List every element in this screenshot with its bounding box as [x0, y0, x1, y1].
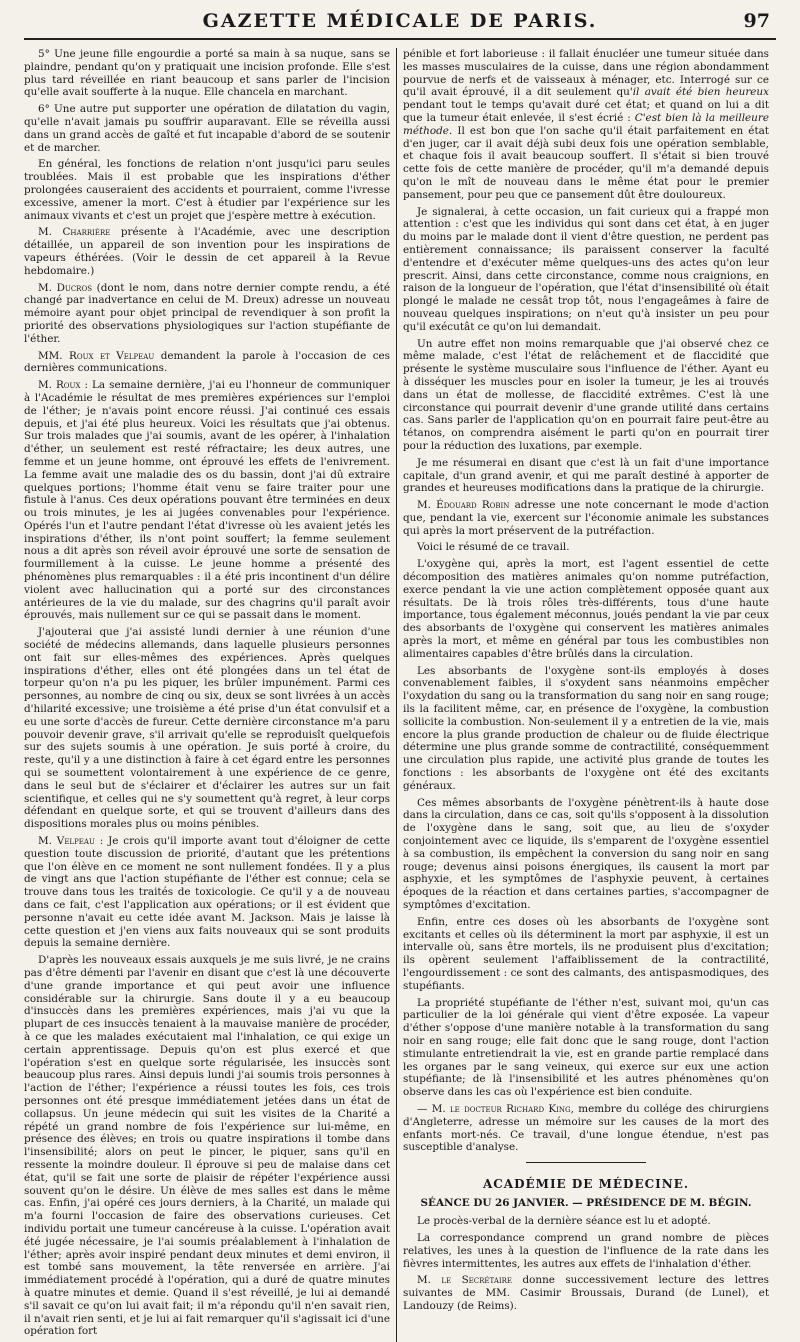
paragraph: 6° Une autre put supporter une opération de dilatation du vagin, qu'elle n'avait jamais pu souffrir auparavant. Elle se réveilla aussi dans un grand accès de gaîté et fut incapable d'abord de se soutenir et de marcher.	[24, 103, 390, 154]
paragraph: La propriété stupéfiante de l'éther n'est, suivant moi, qu'un cas particulier de la loi générale qui vient d'être exposée. La vapeur d'éther s'oppose d'une manière notable à la transformation du sang noir en sang rouge; elle fait donc que le sang rouge, dont l'action stimulante entretiendrait la vie, est en grande partie remplacé dans les organes par le sang veineux, qui exerce sur eux une action stupéfiante; de là l'insensibilité et les autres phénomènes qu'on observe dans les cas où l'expérience est bien conduite.	[403, 996, 769, 1099]
paragraph	[403, 1274, 769, 1312]
paragraph: Ces mêmes absorbants de l'oxygène pénètrent-ils à haute dose dans la circulation, dans ce cas, soit qu'ils s'opposent à la dissolution de l'oxygène dans le sang, soit que, au lieu de s'oxyder conjointement avec ce liquide, ils s'emparent de l'oxygène essentiel à sa combustion, ils empêchent la conversion du sang noir en sang rouge; devenus ainsi poisons énergiques, ils causent la mort par asphyxie, et les symptômes de l'asphyxie peuvent, à certaines époques de la réaction et dans certaines parties, s'accompagner de symptômes d'excitation.	[403, 796, 769, 911]
speaker-name: — M. le docteur Richard King	[417, 1102, 571, 1115]
paragraph-text: , membre du collége des chirurgiens d'Angleterre, adresse un mémoire sur les causes de la mort des enfants mort-nés. Ce travail, d'une longue étendue, n'est pas susceptible d'analyse.	[403, 1102, 770, 1154]
section-title: ACADÉMIE DE MÉDECINE.	[482, 1177, 690, 1192]
paragraph: Un autre effet non moins remarquable que j'ai observé chez ce même malade, c'est l'état de relâchement et de flaccidité que présente le système musculaire sous l'influence de l'éther. Ayant eu à disséquer les muscles pour en isoler la tumeur, je les ai trouvés dans un état de mollesse, de flaccidité extrêmes. C'est là une circonstance qui pourrait devenir d'une grande utilité dans certains cas. Sans parler de l'application qu'on en pourrait faire peut-être au tétanos, on comprendra aisément le parti qu'on en pourrait tirer pour la réduction des luxations, par exemple.	[403, 337, 769, 452]
paragraph-text: : La semaine dernière, j'ai eu l'honneur de communiquer à l'Académie le résultat de mes premières expériences sur l'emploi de l'éther; je n'avais point encore réussi. J'ai continué ces essais depuis, et j'ai été plus heureux. Voici les résultats que j'ai obtenus. Sur trois malades que j'ai soumis, avant de les opérer, à l'inhalation d'éther, un seulement est resté réfractaire; les deux autres, une femme et un jeune homme, ont éprouvé les effets de l'enivrement. La femme avait une maladie des os du bassin, dont j'ai dû extraire quelques portions; l'homme était venu se faire traiter pour une fistule à l'anus. Ces deux opérations pouvant être terminées en deux ou trois minutes, je les ai jugées convenables pour l'expérience. Opérés l'un et l'autre pendant l'état d'ivresse où les avaient jetés les inspirations d'éther, ils n'ont point souffert; la femme seulement nous a dit après son réveil avoir éprouvé une sorte de sensation de fourmillement à la cuisse. Le jeune homme a présenté des phénomènes plus remarquables : il a été pris incontinent d'un délire violent avec hallucination qui a porté sur des circonstances antérieures de la vie du malade, sur des chagrins qu'il paraît avoir éprouvés, mais nullement sur ce qui se passait dans le moment.	[24, 379, 390, 622]
paragraph: D'après les nouveaux essais auxquels je me suis livré, je ne crains pas d'être démenti par l'avenir en disant que c'est là une découverte d'une grande importance et qui peut avoir une influence considérable sur la chirurgie. Sans doute il y a eu beaucoup d'insuccès dans les premières expériences, mais j'ai vu que la plupart de ces insuccès tenaient à la mauvaise manière de procéder, à ce que les malades exécutaient mal l'inhalation, ce qui exige un certain apprentissage. Depuis qu'on est plus exercé et que l'opération s'est en quelque sorte régularisée, les insuccès sont beaucoup plus rares. Ainsi depuis lundi j'ai soumis trois personnes à l'action de l'éther; l'expérience a réussi toutes les fois, ces trois personnes ont été presque immédiatement jetées dans un état de collapsus. Un jeune médecin qui suit les visites de la Charité a répété un grand nombre de fois l'expérience sur lui-même, en présence des élèves; en trois ou quatre inspirations il tombe dans l'insensibilité; alors on peut le pincer, le piquer, sans qu'il en ressente la moindre douleur. Il éprouve si peu de malaise dans cet état, qu'il se fait une sorte de plaisir de répéter l'expérience aussi souvent qu'on le désire. Un élève de mes salles est dans le même cas. Enfin, j'ai opéré ces jours derniers, à la Charité, un malade qui m'a fourni l'occasion de faire des observations curieuses. Cet individu portait une tumeur cancéreuse à la cuisse. L'opération avait été jugée nécessaire, je l'ai soumis préalablement à l'inhalation de l'éther; après avoir inspiré pendant deux minutes et demi environ, il est tombé sans mouvement, la tête renversée en arrière. J'ai immédiatement procédé à l'opération, qui a duré de quatre minutes à quatre minutes et demie. Quand il s'est réveillé, je lui ai demandé s'il savait ce qu'on lui avait fait; il m'a répondu qu'il n'en savait rien, il n'avait rien senti, et je lui ai fait remarquer qu'il s'agissait ici d'une opération fort	[24, 954, 390, 1338]
text-columns	[24, 48, 776, 1342]
right-column	[397, 48, 769, 1342]
paragraph: Je signalerai, à cette occasion, un fait curieux qui a frappé mon attention : c'est que les individus qui sont dans cet état, à en juger du moins par le malade dont il vient d'être question, ne perdent pas entièrement connaissance; ils paraissent conserver la faculté d'entendre et d'exécuter même quelques-uns des actes qu'on leur prescrit. Ainsi, dans cette circonstance, comme nous craignions, en raison de la longueur de l'opération, que l'état d'insensibilité où était plongé le malade ne cessât trop tôt, nous l'engageâmes à faire de nouveau quelques inspirations; on n'eut qu'à insister un peu pour qu'il exécutât ce qu'on lui demandait.	[403, 205, 769, 333]
page-header	[24, 8, 776, 40]
speaker-name: M. Velpeau	[38, 835, 95, 848]
paragraph	[24, 835, 390, 950]
page-number: 97	[743, 10, 770, 32]
paragraph	[24, 226, 390, 277]
speaker-name: M. Ducros	[38, 281, 92, 294]
journal-title: GAZETTE MÉDICALE DE PARIS.	[202, 10, 598, 32]
paragraph-text: pendant tout le temps qu'avait duré cet état; et quand on lui a dit que la tumeur était enlevée, il s'est écrié :	[403, 99, 769, 124]
paragraph: Enfin, entre ces doses où les absorbants de l'oxygène sont excitants et celles où ils déterminent la mort par asphyxie, il est un intervalle où, sans être mortels, ils ne produisent plus d'excitation; ils opèrent seulement l'affaiblissement de la contractilité, l'engourdissement : ce sont des calmants, des antispasmodiques, des stupéfiants.	[403, 915, 769, 992]
paragraph	[24, 282, 390, 346]
paragraph-text: pénible et fort laborieuse : il fallait énucléer une tumeur située dans les masses musculaires de la cuisse, dans une région abondamment pourvue de nerfs et de vaisseaux à ménager, etc. Interrogé sur ce qu'il avait éprouvé, il a dit seulement qu'	[403, 48, 769, 99]
paragraph: Voici le résumé de ce travail.	[417, 541, 570, 554]
quote: il avait été bien heureux	[632, 86, 769, 99]
paragraph-text: demandent la parole à l'occasion de ces dernières communications.	[24, 349, 390, 375]
speaker-name: M. Édouard Robin	[417, 499, 510, 512]
section-rule	[526, 1162, 646, 1163]
paragraph: L'oxygène qui, après la mort, est l'agent essentiel de cette décomposition des matières animales qu'on nomme putréfaction, exerce pendant la vie une action complètement opposée quant aux résultats. De là trois rôles très-différents, tous d'une haute importance, tous également méconnus, joués pendant la vie par ceux des absorbants de l'oxygène qui conservent les matières animales après la mort, et même en général par tous les combustibles non alimentaires capables d'être brûlés dans la circulation.	[403, 558, 769, 660]
session-heading: SÉANCE DU 26 JANVIER. — PRÉSIDENCE DE M. BÉGIN.	[420, 1197, 752, 1210]
paragraph: J'ajouterai que j'ai assisté lundi dernier à une réunion d'une société de médecins allemands, dans laquelle plusieurs personnes ont fait sur elles-mêmes des expériences. Après quelques inspirations d'éther, elles ont été plongées dans un tel état de torpeur qu'on n'a pu les piquer, les brûler impunément. Parmi ces personnes, au nombre de cinq ou six, deux se sont livrées à un accès d'hilarité excessive; une troisième a été prise d'un état convulsif et a eu une sorte d'accès de fureur. Cette dernière circonstance m'a paru pouvoir devenir grave, s'il arrivait qu'elle se reproduisît quelquefois sur des sujets soumis à une opération. Je suis porté à croire, du reste, qu'il y a une distinction à faire à cet égard entre les personnes qui se soumettent volontairement à une expérience de ce genre, dans le seul but de s'éclairer et d'éclairer les autres sur un fait scientifique, et celles qui ne s'y soumettent qu'à regret, à leur corps défendant en quelque sorte, et qui se trouvent d'ailleurs dans des dispositions morales plus ou moins pénibles.	[24, 626, 390, 831]
paragraph	[403, 48, 769, 202]
paragraph-text: adresse une note concernant le mode d'action que, pendant la vie, exercent sur l'économie animale les substances qui après la mort préservent de la putréfaction.	[403, 499, 769, 537]
left-column	[24, 48, 396, 1342]
paragraph-text: Il est bon que l'on sache qu'il était parfaitement en état d'en juger, car il avait déjà subi deux fois une opération semblable, et chaque fois il avait beaucoup souffert. Il s'était si bien trouvé cette fois de cette manière de procéder, qu'il m'a demandé depuis qu'on le mît de nouveau dans le même état pour le premier pansement, pour peu que ce pansement dût être douloureux.	[403, 124, 769, 201]
paragraph: 5° Une jeune fille engourdie a porté sa main à sa nuque, sans se plaindre, pendant qu'on y pratiquait une incision profonde. Elle s'est plus tard réveillée en riant beaucoup et sans parler de l'incision qu'elle avait soufferte à la nuque. Elle chancela en marchant.	[24, 48, 390, 99]
paragraph-text: : Je crois qu'il importe avant tout d'éloigner de cette question toute discussion de priorité, d'autant que les prétentions que l'on élève en ce moment ne sont nullement fondées. Il y a plus de vingt ans que l'action stupéfiante de l'éther est connue; cela se trouve dans tous les traités de toxicologie. Ce qu'il y a de nouveau dans ce fait, c'est l'application aux opérations; or il est évident que personne n'avait eu cette idée avant M. Jackson. Mais je laisse là cette question et j'en viens aux faits nouveaux qui se sont produits depuis la semaine dernière.	[24, 835, 390, 950]
paragraph-text: (dont le nom, dans notre dernier compte rendu, a été changé par inadvertance en celui de M. Dreux) adresse un nouveau mémoire ayant pour objet principal de revendiquer à son profit la priorité des observations physiologiques sur l'action stupéfiante de l'éther.	[24, 281, 390, 345]
paragraph-text: donne successivement lecture des lettres suivantes de MM. Casimir Broussais, Durand (de Lunel), et Landouzy (de Reims).	[403, 1274, 770, 1312]
paragraph: Je me résumerai en disant que c'est là un fait d'une importance capitale, d'un grand avenir, et qui me paraît destiné à apporter de grandes et heureuses modifications dans la pratique de la chirurgie.	[403, 456, 769, 495]
paragraph	[403, 1103, 769, 1154]
speaker-name: M. Roux	[38, 379, 81, 392]
paragraph	[24, 350, 390, 376]
speaker-name: MM. Roux et Velpeau	[38, 349, 155, 362]
paragraph: En général, les fonctions de relation n'ont jusqu'ici paru seules troublées. Mais il est probable que les inspirations d'éther prolongées causeraient des accidents et pourraient, comme l'ivresse excessive, amener la mort. C'est à étudier par l'expérience sur les animaux vivants et c'est un projet que j'espère mettre à exécution.	[24, 158, 390, 222]
paragraph: Les absorbants de l'oxygène sont-ils employés à doses convenablement faibles, il s'oxydent sans néanmoins empêcher l'oxydation du sang ou la transformation du sang noir en sang rouge; ils la facilitent même, car, en présence de l'oxygène, la combustion sollicite la combustion. Non-seulement il y a entretien de la vie, mais encore la plus grande production de chaleur ou de fluide électrique détermine une plus grande somme de contractilité, conséquemment une circulation plus rapide, une activité plus grande de toutes les fonctions : les absorbants de l'oxygène ont été des excitants généraux.	[403, 664, 769, 792]
speaker-name: M. Charrière	[38, 226, 111, 239]
paragraph-text: présente à l'Académie, avec une description détaillée, un appareil de son invention pour les inspirations de vapeurs éthérées. (Voir le dessin de cet appareil à la Revue hebdomaire.)	[24, 226, 390, 277]
quote: C'est bien là la meilleure méthode.	[403, 111, 769, 137]
paragraph: La correspondance comprend un grand nombre de pièces relatives, les unes à la question de l'influence de la rate dans les fièvres intermittentes, les autres aux effets de l'inhalation d'éther.	[403, 1231, 769, 1270]
paragraph: Le procès-verbal de la dernière séance est lu et adopté.	[417, 1215, 711, 1228]
paragraph	[24, 379, 390, 622]
speaker-name: M. le Secrétaire	[417, 1274, 513, 1287]
paragraph	[403, 499, 769, 537]
